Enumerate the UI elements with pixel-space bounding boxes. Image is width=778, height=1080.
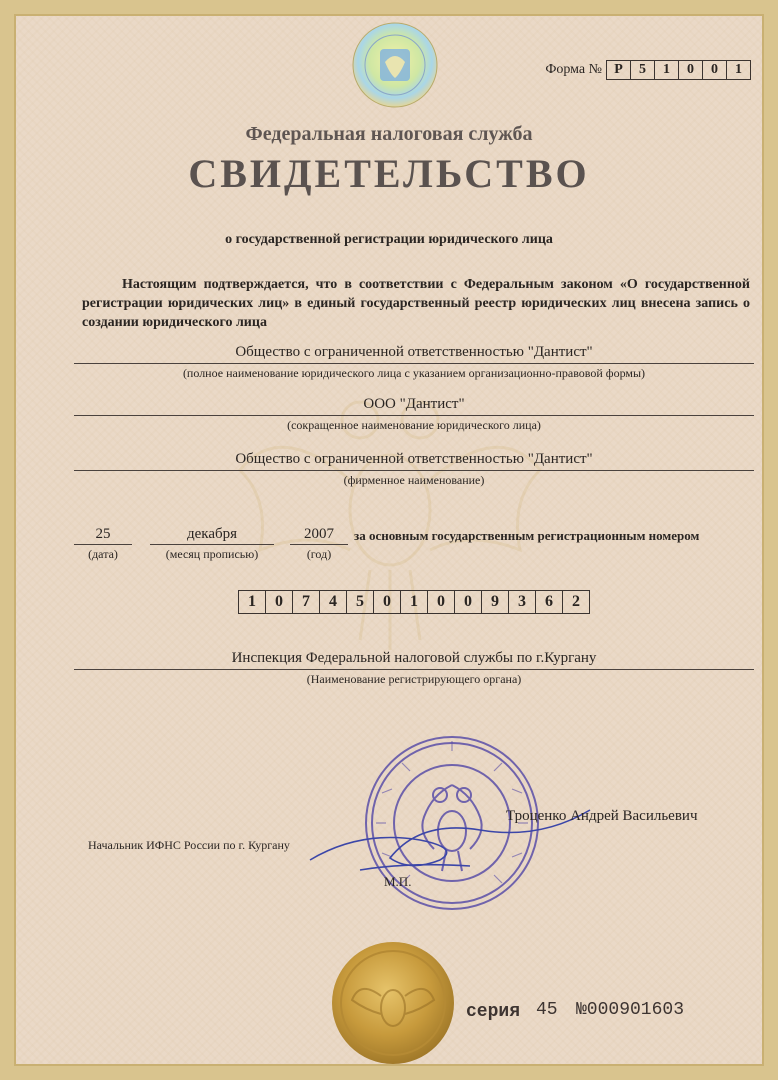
date-year-caption: (год): [306, 547, 332, 561]
form-code-char: 1: [726, 61, 750, 79]
form-code-char: Р: [614, 62, 623, 77]
ogrn-digit: 0: [454, 591, 481, 613]
confirmation-text: Настоящим подтверждается, что в соответствии с Федеральным законом «О государственной регистрации юридических лиц» в единый государственный реестр юридических лиц внесена запись о создании юридического лица: [82, 277, 750, 330]
document-title: СВИДЕТЕЛЬСТВО: [188, 151, 590, 196]
form-code-char: 0: [678, 61, 702, 79]
form-code-char: 1: [654, 61, 678, 79]
full-name-underline: [74, 363, 754, 364]
authority-caption: (Наименование регистрирующего органа): [306, 672, 522, 686]
ogrn-number-boxes: [238, 590, 590, 614]
short-name-value: ООО "Дантист": [363, 396, 465, 412]
ogrn-digit: 0: [265, 591, 292, 613]
ogrn-digit: 1: [248, 593, 256, 610]
confirmation-paragraph: [82, 275, 750, 332]
form-code-char: 0: [702, 61, 726, 79]
firm-name-value: Общество с ограниченной ответственностью "Дантист": [235, 451, 593, 467]
date-month-underline: [150, 544, 274, 545]
certificate-number: №000901603: [576, 1000, 685, 1020]
date-year-underline: [290, 544, 348, 545]
agency-name: Федеральная налоговая служба: [245, 123, 533, 145]
date-year-value: 2007: [304, 526, 334, 542]
date-month-value: декабря: [186, 526, 238, 542]
ogrn-digit: 4: [319, 591, 346, 613]
short-name-underline: [74, 415, 754, 416]
ogrn-digit: 3: [508, 591, 535, 613]
date-day-caption: (дата): [88, 547, 118, 561]
ogrn-digit: 7: [292, 591, 319, 613]
date-day-value: 25: [95, 526, 111, 542]
ogrn-digit: 9: [481, 591, 508, 613]
form-number-boxes: [606, 60, 751, 80]
date-day-underline: [74, 544, 132, 545]
ogrn-digit: 6: [535, 591, 562, 613]
series-label: серия: [466, 1002, 521, 1022]
ogrn-digit: 1: [400, 591, 427, 613]
full-name-value: Общество с ограниченной ответственностью "Дантист": [235, 344, 593, 360]
full-name-caption: (полное наименование юридического лица с указанием организационно-правовой формы): [182, 366, 646, 380]
series-value: 45: [536, 1000, 558, 1020]
authority-value: Инспекция Федеральной налоговой службы по г.Кургану: [231, 650, 597, 666]
ogrn-digit: 0: [373, 591, 400, 613]
date-month-caption: (месяц прописью): [165, 547, 259, 561]
ogrn-digit: 2: [562, 591, 589, 613]
short-name-caption: (сокращенное наименование юридического лица): [287, 418, 541, 432]
form-number-label: Форма №: [545, 62, 602, 77]
firm-name-underline: [74, 470, 754, 471]
gold-seal-icon: [330, 940, 456, 1066]
chief-name: Троценко Андрей Васильевич: [506, 808, 698, 824]
chief-position: Начальник ИФНС России по г. Кургану: [88, 838, 290, 852]
form-code-char: 5: [630, 61, 654, 79]
ogrn-digit: 5: [346, 591, 373, 613]
firm-name-caption: (фирменное наименование): [343, 473, 485, 487]
document-subtitle: о государственной регистрации юридического лица: [225, 232, 553, 247]
hologram-emblem-icon: [352, 22, 438, 108]
ogrn-label: за основным государственным регистрационным номером: [354, 528, 700, 543]
ogrn-digit: 0: [427, 591, 454, 613]
authority-underline: [74, 669, 754, 670]
stamp-place-label: М.П.: [384, 874, 412, 889]
